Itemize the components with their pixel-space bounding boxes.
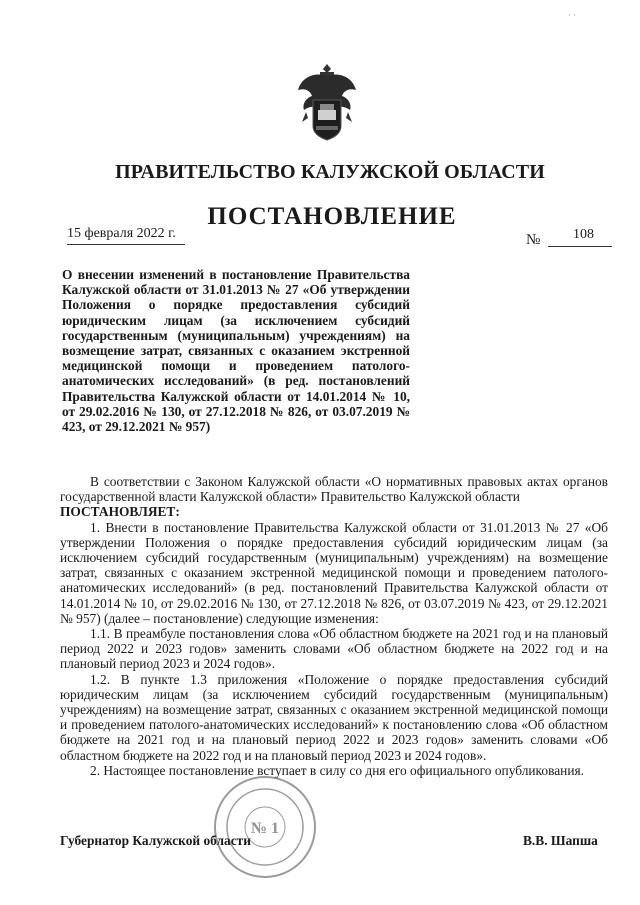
signer-name: В.В. Шапша — [523, 833, 598, 848]
document-type: ПОСТАНОВЛЕНИЕ — [207, 203, 457, 230]
document-heading: О внесении изменений в постановление Правительства Калужской области от 31.01.2013 № 27 «Об утверждении Положения о порядке предоставления субсидий юридическим лицам (за исключением субсидий государственным (муниципальным) учреждениям) на возмещение затрат, связанных с оказанием экстренной медицинской помощи и проведением патолого-анатомических исследований» (в ред. постановлений Правительства Калужской области от 14.01.2014 № 10, от 29.02.2016 № 130, от 27.12.2018 № 826, от 03.07.2019 № 423, от 29.12.2021 № 957) — [62, 267, 410, 435]
stamp-number: № 1 — [250, 820, 280, 837]
corner-mark: · · — [568, 10, 577, 20]
paragraph-2: 2. Настоящее постановление вступает в силу со дня его официального опубликования. — [90, 762, 584, 778]
document-date: 15 февраля 2022 г. — [67, 226, 176, 241]
intro-paragraph: В соответствии с Законом Калужской области «О нормативных правовых актах органов государственной власти Калужской области» Правительство Калужской области — [60, 474, 608, 505]
paragraph-1-1: 1.1. В преамбуле постановления слова «Об областном бюджете на 2021 год и на плановый период 2022 и 2023 годов» заменить словами «Об областном бюджете на 2022 год и на плановый период 2023 и 2024 годов». — [60, 626, 608, 672]
paragraph-1: 1. Внести в постановление Правительства Калужской области от 31.01.2013 № 27 «Об утверждении Положения о порядке предоставления субсидий юридическим лицам (за исключением субсидий государственным (муниципальным) учреждениям) на возмещение затрат, связанных с оказанием экстренной медицинской помощи и проведением патолого-анатомических исследований» (в ред. постановлений Правительства Калужской области от 14.01.2014 № 10, от 29.02.2016 № 130, от 27.12.2018 № 826, от 03.07.2019 № 423, от 29.12.2021 № 957) (далее – постановление) следующие изменения: — [60, 519, 608, 626]
paragraph-1-2: 1.2. В пункте 1.3 приложения «Положение о порядке предоставления субсидий юридическим лицам (за исключением субсидий государственным (муниципальным) учреждениям) на возмещение затрат, связанных с оказанием экстренной медицинской помощи и проведением патолого-анатомических исследований» к постановлению слова «Об областном бюджете на 2021 год и на плановый период 2022 и 2023 годов» заменить словами «Об областном бюджете на 2022 год и на плановый период 2023 и 2024 годов». — [60, 671, 608, 763]
number-underline — [548, 246, 612, 247]
document-number: 108 — [573, 227, 594, 242]
government-title: ПРАВИТЕЛЬСТВО КАЛУЖСКОЙ ОБЛАСТИ — [115, 161, 545, 183]
document-body — [60, 474, 608, 778]
coat-of-arms-icon — [296, 60, 358, 142]
number-label: № — [526, 232, 541, 248]
resolves-label: ПОСТАНОВЛЯЕТ: — [60, 504, 180, 520]
official-stamp-icon — [210, 772, 320, 882]
signer-position: Губернатор Калужской области — [60, 833, 251, 848]
date-underline — [67, 244, 185, 245]
